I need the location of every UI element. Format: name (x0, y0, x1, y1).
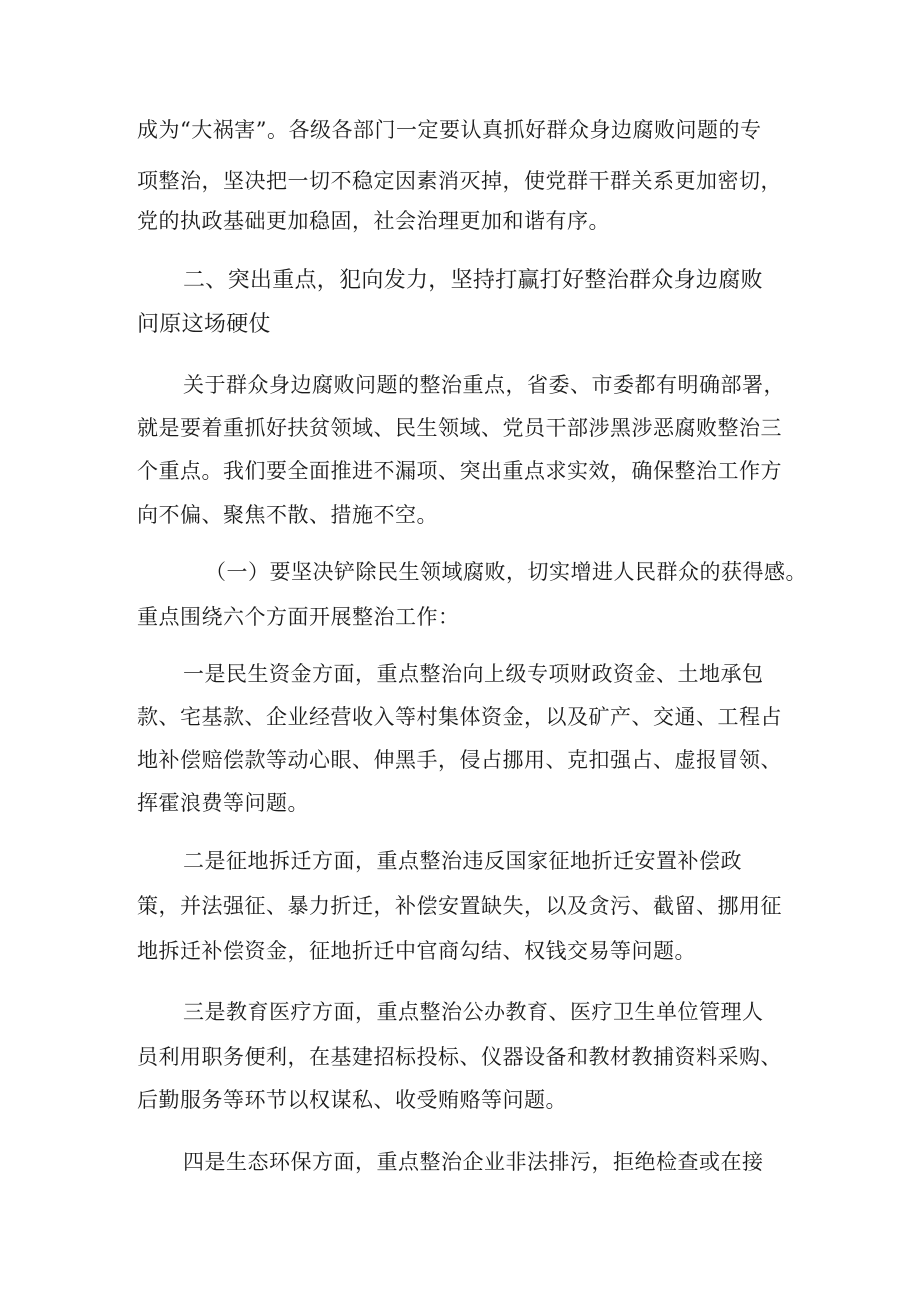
text-line: 成为“大祸害”。各级各部门一定要认真抓好群众身边腐败问题的专 (137, 118, 762, 142)
text-line: 后勤服务等环节以权谋私、收受贿赂等问题。 (137, 1088, 567, 1112)
text-line: 三是教育医疗方面，重点整治公办教育、医疗卫生单位管理人 (183, 1000, 764, 1024)
text-line: （一）要坚决铲除民生领域腐败，切实增进人民群众的获得感。 (205, 560, 807, 584)
text-line: 个重点。我们要全面推进不漏项、突出重点求实效，确保整治工作方 (137, 459, 782, 483)
text-line: 二是征地拆迁方面，重点整治违反国家征地折迁安置补偿政 (183, 849, 742, 873)
text-line: 员利用职务便利，在基建招标投标、仪器设备和教材教捕资料采购、 (137, 1045, 782, 1069)
text-line: 党的执政基础更加稳固，社会治理更加和谐有序。 (137, 209, 610, 233)
text-line: 关于群众身边腐败问题的整治重点，省委、市委都有明确部署， (183, 373, 785, 397)
text-line: 向不偏、聚焦不散、措施不空。 (137, 503, 438, 527)
text-line: 款、宅基款、企业经营收入等村集体资金，以及矿产、交通、工程占 (137, 705, 782, 729)
heading-line: 问原这场硬仗 (137, 312, 271, 337)
text-line: 策，并法强征、暴力折迁，补偿安置缺失，以及贪污、截留、挪用征 (137, 894, 782, 918)
text-line: 项整治，坚决把一切不稳定因素消灭掉，使党群干群关系更加密切， (137, 169, 782, 193)
text-line: 重点围绕六个方面开展整治工作： (137, 605, 460, 629)
heading-line: 二、突出重点，犯向发力，坚持打赢打好整治群众身边腐败 (183, 268, 763, 293)
text-line: 地补偿赔偿款等动心眼、伸黑手，侵占挪用、克扣强占、虚报冒领、 (137, 748, 782, 772)
text-line: 地拆迁补偿资金，征地折迁中官商勾结、权钱交易等问题。 (137, 939, 696, 963)
text-line: 挥霍浪费等问题。 (137, 791, 309, 815)
text-line: 四是生态环保方面，重点整治企业非法排污，拒绝检查或在接 (183, 1150, 764, 1174)
text-line: 一是民生资金方面，重点整治向上级专项财政资金、土地承包 (183, 662, 764, 686)
text-line: 就是要着重抓好扶贫领域、民生领域、党员干部涉黑涉恶腐败整治三 (137, 416, 782, 440)
